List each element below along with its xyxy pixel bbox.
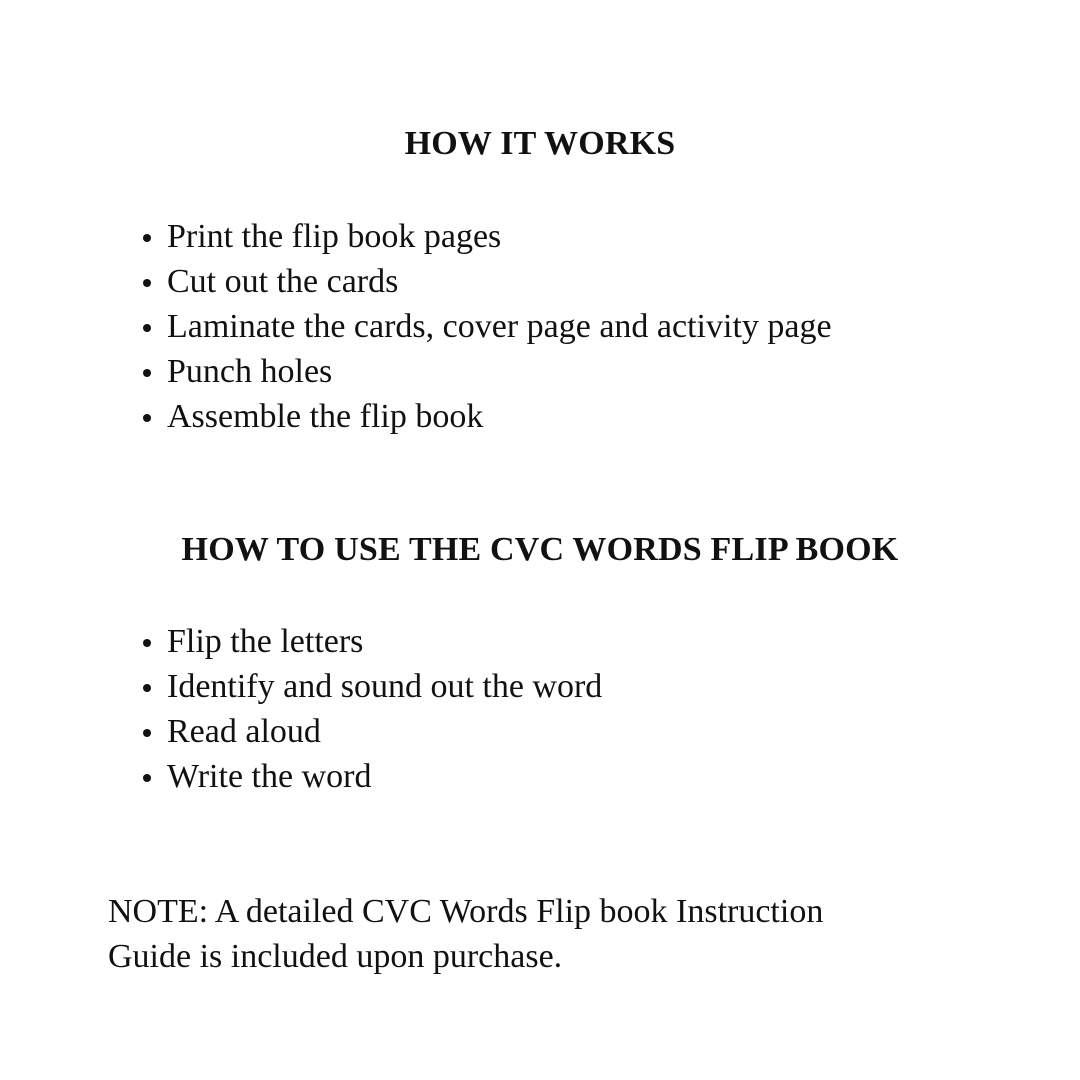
bullet-icon xyxy=(143,414,151,422)
list-item-text: Punch holes xyxy=(167,353,333,390)
bullet-icon xyxy=(143,639,151,647)
purchase-note xyxy=(108,889,928,979)
bullet-icon xyxy=(143,279,151,287)
list-item-text: Cut out the cards xyxy=(167,263,399,300)
list-item-text: Laminate the cards, cover page and activity page xyxy=(167,308,832,345)
bullet-icon xyxy=(143,729,151,737)
list-item-text: Assemble the flip book xyxy=(167,398,484,435)
how-to-use-list xyxy=(138,619,602,799)
list-item xyxy=(138,304,832,349)
bullet-icon xyxy=(143,684,151,692)
how-to-use-heading: HOW TO USE THE CVC WORDS FLIP BOOK xyxy=(181,531,899,568)
list-item-text: Read aloud xyxy=(167,713,321,750)
list-item xyxy=(138,214,832,259)
note-line-1: NOTE: A detailed CVC Words Flip book Instruction xyxy=(108,893,824,930)
bullet-icon xyxy=(143,234,151,242)
bullet-icon xyxy=(143,369,151,377)
list-item-text: Write the word xyxy=(167,758,372,795)
list-item xyxy=(138,349,832,394)
list-item xyxy=(138,394,832,439)
list-item xyxy=(138,664,602,709)
bullet-icon xyxy=(143,774,151,782)
how-it-works-list xyxy=(138,214,832,439)
list-item xyxy=(138,754,602,799)
list-item-text: Identify and sound out the word xyxy=(167,668,603,705)
bullet-icon xyxy=(143,324,151,332)
list-item xyxy=(138,259,832,304)
list-item-text: Print the flip book pages xyxy=(167,218,502,255)
note-line-2: Guide is included upon purchase. xyxy=(108,938,563,975)
list-item xyxy=(138,619,602,664)
how-it-works-heading: HOW IT WORKS xyxy=(404,125,676,162)
list-item-text: Flip the letters xyxy=(167,623,364,660)
list-item xyxy=(138,709,602,754)
